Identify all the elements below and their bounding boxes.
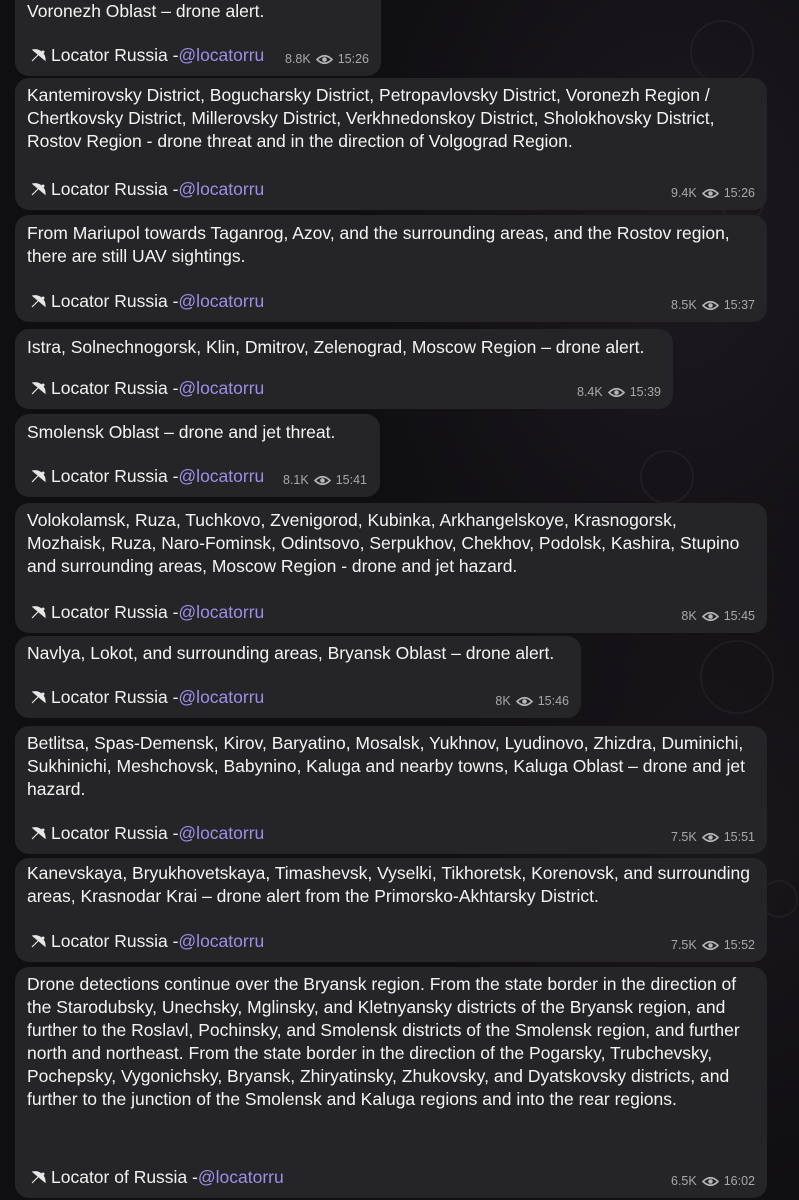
message-text: Smolensk Oblast – drone and jet threat.	[27, 422, 336, 442]
message-text: Drone detections continue over the Bryansk region. From the state border in the direction of the Starodubsky, Unechsky, Mglinsky, and Kletnyansky districts of the Bryansk region, and further to the Roslavl, Pochinsky, and Smolensk districts of the Smolensk region, and further north and northeast. From the state border in the direction of the Pogarsky, Trubchevsky, Pochepsky, Vygonichsky, Bryansk, Zhiryatinsky, Zhukovsky, and Dyatskovsky districts, and further to the junction of the Smolensk and Kaluga regions and into the rear regions.	[27, 974, 740, 1109]
message-text: Kanevskaya, Bryukhovetskaya, Timashevsk, Vyselki, Tikhoretsk, Korenovsk, and surrounding areas, Krasnodar Krai – drone alert from the Primorsko-Akhtarsky District.	[27, 863, 751, 906]
signature-label: Locator Russia -	[51, 931, 179, 951]
message-bubble[interactable]	[15, 858, 767, 962]
message-signature	[29, 377, 264, 399]
channel-handle-link[interactable]: @locatorru	[178, 466, 265, 486]
message-meta	[285, 52, 369, 66]
message-bubble[interactable]	[15, 78, 767, 210]
message-time: 15:26	[723, 186, 755, 200]
eye-icon	[702, 188, 719, 199]
eye-icon	[702, 611, 719, 622]
signature-label: Locator Russia -	[51, 45, 179, 65]
message-meta	[671, 298, 755, 312]
message-meta	[495, 694, 569, 708]
message-signature	[29, 601, 264, 623]
satellite-dish-icon	[29, 824, 49, 842]
satellite-dish-icon	[29, 292, 49, 310]
message-meta	[671, 1174, 755, 1188]
eye-icon	[314, 475, 331, 486]
signature-label: Locator Russia -	[51, 687, 179, 707]
message-bubble[interactable]	[15, 0, 381, 76]
signature-label: Locator of Russia -	[51, 1167, 198, 1187]
channel-handle-link[interactable]: @locatorru	[178, 823, 265, 843]
message-signature	[29, 465, 264, 487]
channel-handle-link[interactable]: @locatorru	[178, 291, 265, 311]
channel-handle-link[interactable]: @locatorru	[178, 45, 265, 65]
view-count: 6.5K	[671, 1174, 697, 1188]
satellite-dish-icon	[29, 379, 49, 397]
eye-icon	[702, 1176, 719, 1187]
background-doodle	[640, 450, 694, 504]
satellite-dish-icon	[29, 180, 49, 198]
message-signature	[29, 290, 264, 312]
satellite-dish-icon	[29, 932, 49, 950]
message-meta	[681, 609, 755, 623]
view-count: 8.1K	[283, 473, 309, 487]
eye-icon	[516, 696, 533, 707]
message-text: Betlitsa, Spas-Demensk, Kirov, Baryatino, Mosalsk, Yukhnov, Lyudinovo, Zhizdra, Duminichi, Sukhinichi, Meshchovsk, Babynino, Kaluga and nearby towns, Kaluga Oblast – drone and jet hazard.	[27, 733, 745, 799]
message-signature	[29, 1166, 284, 1188]
message-text: Istra, Solnechnogorsk, Klin, Dmitrov, Zelenograd, Moscow Region – drone alert.	[27, 337, 645, 357]
eye-icon	[702, 832, 719, 843]
message-time: 15:52	[723, 938, 755, 952]
eye-icon	[608, 387, 625, 398]
signature-label: Locator Russia -	[51, 466, 179, 486]
view-count: 8K	[681, 609, 697, 623]
signature-label: Locator Russia -	[51, 823, 179, 843]
message-signature	[29, 930, 264, 952]
background-doodle	[690, 20, 754, 84]
message-time: 15:26	[337, 52, 369, 66]
message-meta	[671, 830, 755, 844]
message-signature	[29, 822, 264, 844]
channel-handle-link[interactable]: @locatorru	[178, 931, 265, 951]
channel-handle-link[interactable]: @locatorru	[178, 687, 265, 707]
message-bubble[interactable]	[15, 726, 767, 854]
channel-handle-link[interactable]: @locatorru	[178, 602, 265, 622]
message-text: Voronezh Oblast – drone alert.	[27, 1, 265, 21]
signature-label: Locator Russia -	[51, 291, 179, 311]
message-meta	[577, 385, 661, 399]
eye-icon	[316, 54, 333, 65]
message-time: 15:45	[723, 609, 755, 623]
channel-handle-link[interactable]: @locatorru	[197, 1167, 284, 1187]
message-bubble[interactable]	[15, 414, 380, 497]
signature-label: Locator Russia -	[51, 179, 179, 199]
view-count: 7.5K	[671, 830, 697, 844]
view-count: 8.4K	[577, 385, 603, 399]
message-bubble[interactable]	[15, 503, 767, 633]
satellite-dish-icon	[29, 603, 49, 621]
message-meta	[283, 473, 367, 487]
background-doodle	[700, 640, 774, 714]
message-text: From Mariupol towards Taganrog, Azov, and the surrounding areas, and the Rostov region, there are still UAV sightings.	[27, 223, 730, 266]
satellite-dish-icon	[29, 1168, 49, 1186]
message-signature	[29, 178, 264, 200]
satellite-dish-icon	[29, 688, 49, 706]
signature-label: Locator Russia -	[51, 378, 179, 398]
message-text: Volokolamsk, Ruza, Tuchkovo, Zvenigorod, Kubinka, Arkhangelskoye, Krasnogorsk, Mozhaisk, Ruza, Naro-Fominsk, Odintsovo, Serpukhov, Chekhov, Podolsk, Kashira, Stupino and surrounding areas, Moscow Region - drone and jet hazard.	[27, 510, 740, 576]
eye-icon	[702, 300, 719, 311]
message-time: 16:02	[723, 1174, 755, 1188]
message-signature	[29, 44, 264, 66]
signature-label: Locator Russia -	[51, 602, 179, 622]
eye-icon	[702, 940, 719, 951]
message-time: 15:51	[723, 830, 755, 844]
view-count: 7.5K	[671, 938, 697, 952]
message-time: 15:41	[335, 473, 367, 487]
message-meta	[671, 938, 755, 952]
message-time: 15:39	[629, 385, 661, 399]
satellite-dish-icon	[29, 467, 49, 485]
view-count: 9.4K	[671, 186, 697, 200]
view-count: 8.8K	[285, 52, 311, 66]
message-text: Navlya, Lokot, and surrounding areas, Bryansk Oblast – drone alert.	[27, 643, 555, 663]
message-time: 15:37	[723, 298, 755, 312]
satellite-dish-icon	[29, 46, 49, 64]
message-bubble[interactable]	[15, 636, 581, 718]
message-bubble[interactable]	[15, 215, 767, 322]
message-meta	[671, 186, 755, 200]
channel-handle-link[interactable]: @locatorru	[178, 179, 265, 199]
message-bubble[interactable]	[15, 967, 767, 1198]
message-text: Kantemirovsky District, Bogucharsky District, Petropavlovsky District, Voronezh Region / Chertkovsky District, Millerovsky District, Verkhnedonskoy District, Sholokhovsky District, Rostov Region - drone threat and in the direction of Volgograd Region.	[27, 85, 715, 151]
channel-handle-link[interactable]: @locatorru	[178, 378, 265, 398]
message-bubble[interactable]	[15, 329, 673, 409]
message-signature	[29, 686, 264, 708]
view-count: 8.5K	[671, 298, 697, 312]
message-time: 15:46	[537, 694, 569, 708]
view-count: 8K	[495, 694, 511, 708]
